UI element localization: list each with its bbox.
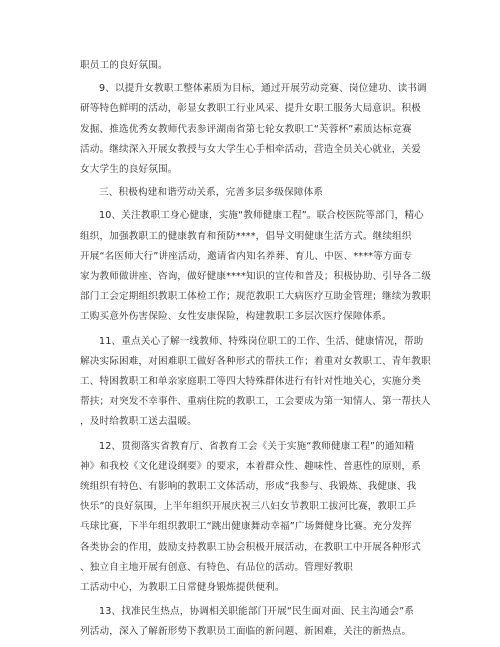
document-page xyxy=(80,56,434,643)
text-line: 快乐”的良好氛围，上半年组织开展庆祝三八妇女节教职工拔河比赛，教职工乒 xyxy=(80,501,417,513)
text-line: 11、重点关心了解一线教师、特殊岗位职工的工作、生活、健康情况，帮助 xyxy=(99,335,424,347)
text-line: 活动。继续深入开展女教授与女大学生心手相牵活动，营造全员关心就业，关爱 xyxy=(80,143,422,155)
text-line: 10、关注教职工身心健康，实施“教师健康工程”。联合校医院等部门，精心 xyxy=(99,210,424,222)
text-line: 工购买意外伤害保险、女性安康保险，构建教职工多层次医疗保障体系。 xyxy=(80,311,392,323)
text-line: 列活动，深入了解新形势下教职员工面临的新问题、新困难，关注的新热点。 xyxy=(80,626,412,638)
text-line: 各类协会的作用，鼓励支持教职工协会积极开展活动，在教职工中开展各种形式 xyxy=(80,541,422,553)
text-line: 解决实际困难，对困难职工做好各种形式的帮扶工作；着重对女教职工、青年教职 xyxy=(80,355,431,367)
text-line: 组织，加强教职工的健康教育和预防****，倡导文明健康生活方式。继续组织 xyxy=(80,230,412,242)
text-line: 工活动中心，为教职工日常健身锻炼提供便利。 xyxy=(80,582,285,594)
text-line: 研等特色鲜明的活动，彰显女教职工行业风采、提升女职工服务大局意识。积极 xyxy=(80,103,422,115)
text-line: 、独立自主地开展有创意、有特色、有品位的活动。管理好教职 xyxy=(80,561,353,573)
text-line: ，及时给教职工送去温暖。 xyxy=(80,416,197,428)
text-line: 家为教师做讲座、咨询，做好健康****知识的宣传和普及；积极协助、引导各二级 xyxy=(80,271,432,283)
text-line: 12、贯彻落实省教育厅、省教育工会《关于实施“教师健康工程”的通知精 xyxy=(99,440,415,452)
text-line: 统组织有特色、有影响的教职工文体活动，形成“我参与、我锻炼、我健康、我 xyxy=(80,481,417,493)
text-line: 帮扶；对突发不幸事件、重病住院的教职工，工会要成为第一知情人、第一帮扶人 xyxy=(80,396,431,408)
text-line: 9、以提升女教职工整体素质为目标，通过开展劳动竞赛、岗位建功、读书调 xyxy=(99,83,427,95)
text-line: 神》和我校《文化建设纲要》的要求，本着群众性、趣味性、普惠性的原则，系 xyxy=(80,460,422,472)
text-line: 13、找准民生热点，协调相关职能部门开展“民生面对面、民主沟通会”系 xyxy=(99,606,415,618)
text-line: 工、特困教职工和单亲家庭职工等四大特殊群体进行有针对性地关心，实施分类 xyxy=(80,376,422,388)
text-line: 发掘、推选优秀女教师代表参评湖南省第七轮女教职工“芙蓉杯”素质达标竞赛 xyxy=(80,123,412,135)
text-line: 部门工会定期组织教职工体检工作；规范教职工大病医疗互助金管理；继续为教职 xyxy=(80,291,431,303)
text-line: 乓球比赛，下半年组织教职工“跳出健康舞动幸福”广场舞健身比赛。充分发挥 xyxy=(80,521,412,533)
text-line: 开展“名医师大行”讲座活动，邀请省内知名养葬、育儿、中医、****等方面专 xyxy=(80,250,413,262)
section-heading: 三、积极构建和谐劳动关系，完善多层多级保障体系 xyxy=(99,187,324,199)
text-line: 女大学生的良好氛围。 xyxy=(80,164,178,176)
text-line: 职员工的良好氛围。 xyxy=(80,60,168,71)
